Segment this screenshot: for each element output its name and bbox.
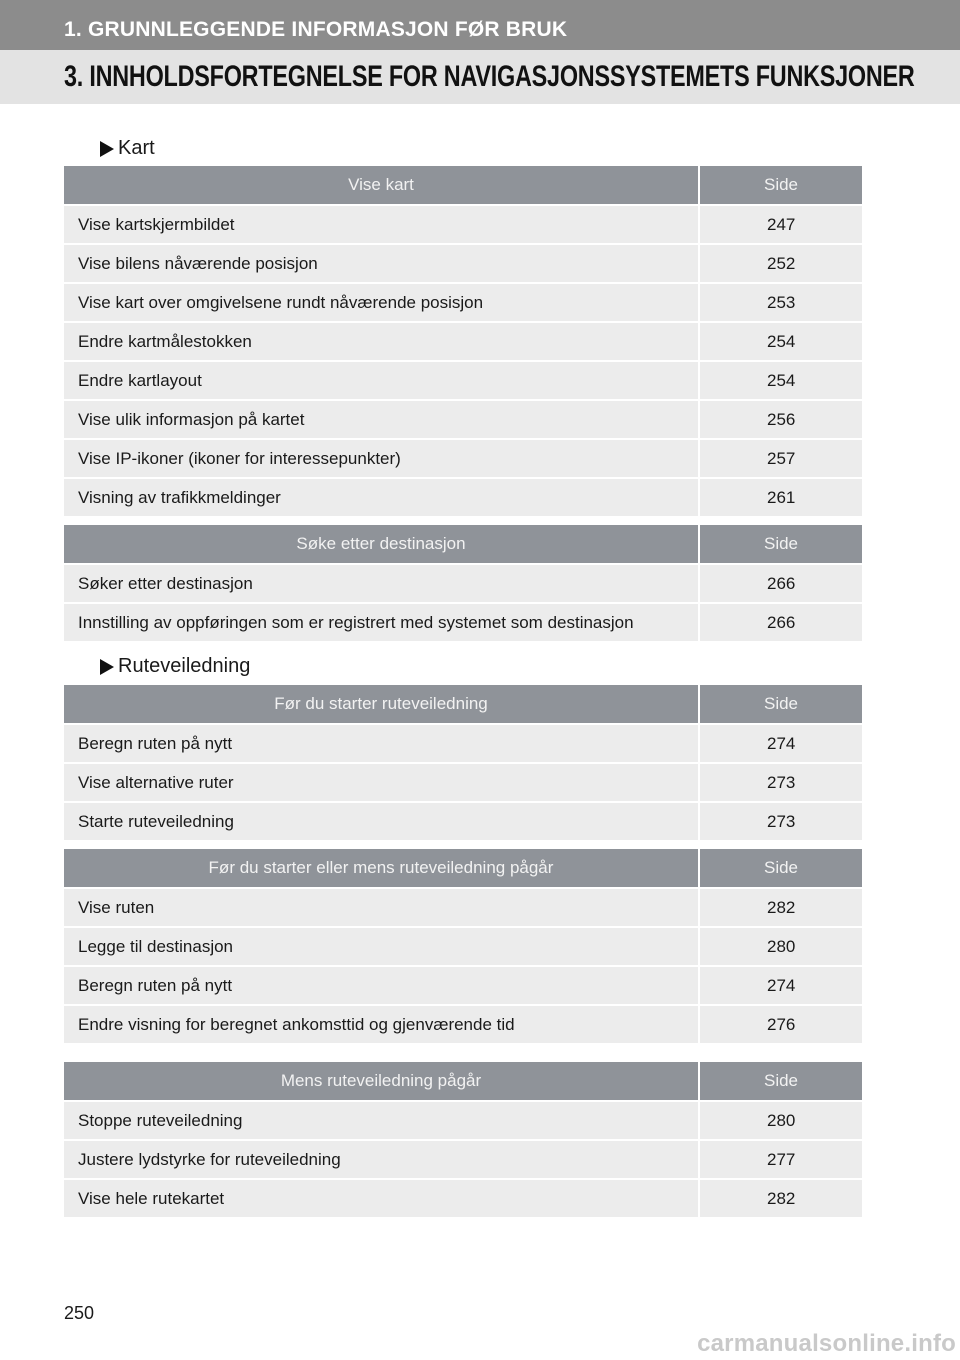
- table-row: [64, 322, 862, 361]
- row-label: Justere lydstyrke for ruteveiledning: [64, 1140, 699, 1179]
- table-header-page: Side: [699, 1062, 862, 1101]
- triangle-bullet-icon: [100, 141, 114, 157]
- row-label: Endre visning for beregnet ankomsttid og gjenværende tid: [64, 1005, 699, 1043]
- table-row: [64, 439, 862, 478]
- row-page: 277: [699, 1140, 862, 1179]
- table-row: [64, 283, 862, 322]
- heading-ruteveiledning: [100, 655, 250, 678]
- toc-table-mens-ruteveiledning: [64, 1062, 862, 1217]
- row-page: 253: [699, 283, 862, 322]
- table-header-topic: Mens ruteveiledning pågår: [64, 1062, 699, 1101]
- row-label: Beregn ruten på nytt: [64, 724, 699, 763]
- row-label: Endre kartmålestokken: [64, 322, 699, 361]
- table-row: [64, 205, 862, 244]
- row-label: Endre kartlayout: [64, 361, 699, 400]
- row-page: 257: [699, 439, 862, 478]
- row-label: Stoppe ruteveiledning: [64, 1101, 699, 1140]
- section-band: [0, 50, 960, 104]
- row-label: Visning av trafikkmeldinger: [64, 478, 699, 516]
- row-label: Vise ruten: [64, 888, 699, 927]
- row-page: 247: [699, 205, 862, 244]
- row-page: 280: [699, 1101, 862, 1140]
- row-page: 282: [699, 888, 862, 927]
- heading-label: Ruteveiledning: [118, 655, 251, 677]
- table-row: [64, 361, 862, 400]
- row-page: 273: [699, 802, 862, 840]
- table-header-topic: Vise kart: [64, 166, 699, 205]
- table-header-page: Side: [699, 525, 862, 564]
- table-header-page: Side: [699, 849, 862, 888]
- table-row: [64, 478, 862, 516]
- triangle-bullet-icon: [100, 659, 114, 675]
- row-label: Vise kartskjermbildet: [64, 205, 699, 244]
- row-label: Søker etter destinasjon: [64, 564, 699, 603]
- table-row: [64, 724, 862, 763]
- table-row: [64, 927, 862, 966]
- watermark: carmanualsonline.info: [697, 1330, 956, 1357]
- row-page: 266: [699, 603, 862, 641]
- table-row: [64, 802, 862, 840]
- table-header-topic: Før du starter ruteveiledning: [64, 685, 699, 724]
- row-label: Starte ruteveiledning: [64, 802, 699, 840]
- toc-table-soke-destinasjon: [64, 525, 862, 641]
- section-title: 3. INNHOLDSFORTEGNELSE FOR NAVIGASJONSSYSTEMETS FUNKSJONER: [64, 60, 915, 93]
- row-page: 282: [699, 1179, 862, 1217]
- page-number: 250: [64, 1303, 95, 1323]
- table-header-topic: Før du starter eller mens ruteveiledning pågår: [64, 849, 699, 888]
- table-row: [64, 400, 862, 439]
- table-row: [64, 1101, 862, 1140]
- heading-kart: [100, 137, 155, 160]
- table-row: [64, 888, 862, 927]
- table-row: [64, 1179, 862, 1217]
- row-page: 273: [699, 763, 862, 802]
- heading-label: Kart: [118, 137, 155, 159]
- row-page: 254: [699, 361, 862, 400]
- row-label: Vise IP-ikoner (ikoner for interessepunkter): [64, 439, 699, 478]
- row-label: Beregn ruten på nytt: [64, 966, 699, 1005]
- toc-table-for-ruteveiledning: [64, 685, 862, 840]
- row-page: 254: [699, 322, 862, 361]
- chapter-title: 1. GRUNNLEGGENDE INFORMASJON FØR BRUK: [64, 18, 568, 41]
- row-page: 274: [699, 966, 862, 1005]
- row-page: 266: [699, 564, 862, 603]
- toc-table-for-eller-mens: [64, 849, 862, 1043]
- table-row: [64, 966, 862, 1005]
- row-label: Vise hele rutekartet: [64, 1179, 699, 1217]
- row-page: 280: [699, 927, 862, 966]
- row-page: 276: [699, 1005, 862, 1043]
- table-row: [64, 244, 862, 283]
- table-header-page: Side: [699, 166, 862, 205]
- table-row: [64, 763, 862, 802]
- row-label: Legge til destinasjon: [64, 927, 699, 966]
- table-row: [64, 564, 862, 603]
- table-row: [64, 603, 862, 641]
- table-row: [64, 1005, 862, 1043]
- row-page: 261: [699, 478, 862, 516]
- table-header-page: Side: [699, 685, 862, 724]
- row-label: Innstilling av oppføringen som er registrert med systemet som destinasjon: [64, 603, 699, 641]
- row-label: Vise ulik informasjon på kartet: [64, 400, 699, 439]
- table-header-topic: Søke etter destinasjon: [64, 525, 699, 564]
- row-page: 274: [699, 724, 862, 763]
- row-label: Vise alternative ruter: [64, 763, 699, 802]
- table-row: [64, 1140, 862, 1179]
- row-page: 252: [699, 244, 862, 283]
- chapter-band: [0, 0, 960, 50]
- row-page: 256: [699, 400, 862, 439]
- row-label: Vise kart over omgivelsene rundt nåværende posisjon: [64, 283, 699, 322]
- toc-table-vise-kart: [64, 166, 862, 516]
- row-label: Vise bilens nåværende posisjon: [64, 244, 699, 283]
